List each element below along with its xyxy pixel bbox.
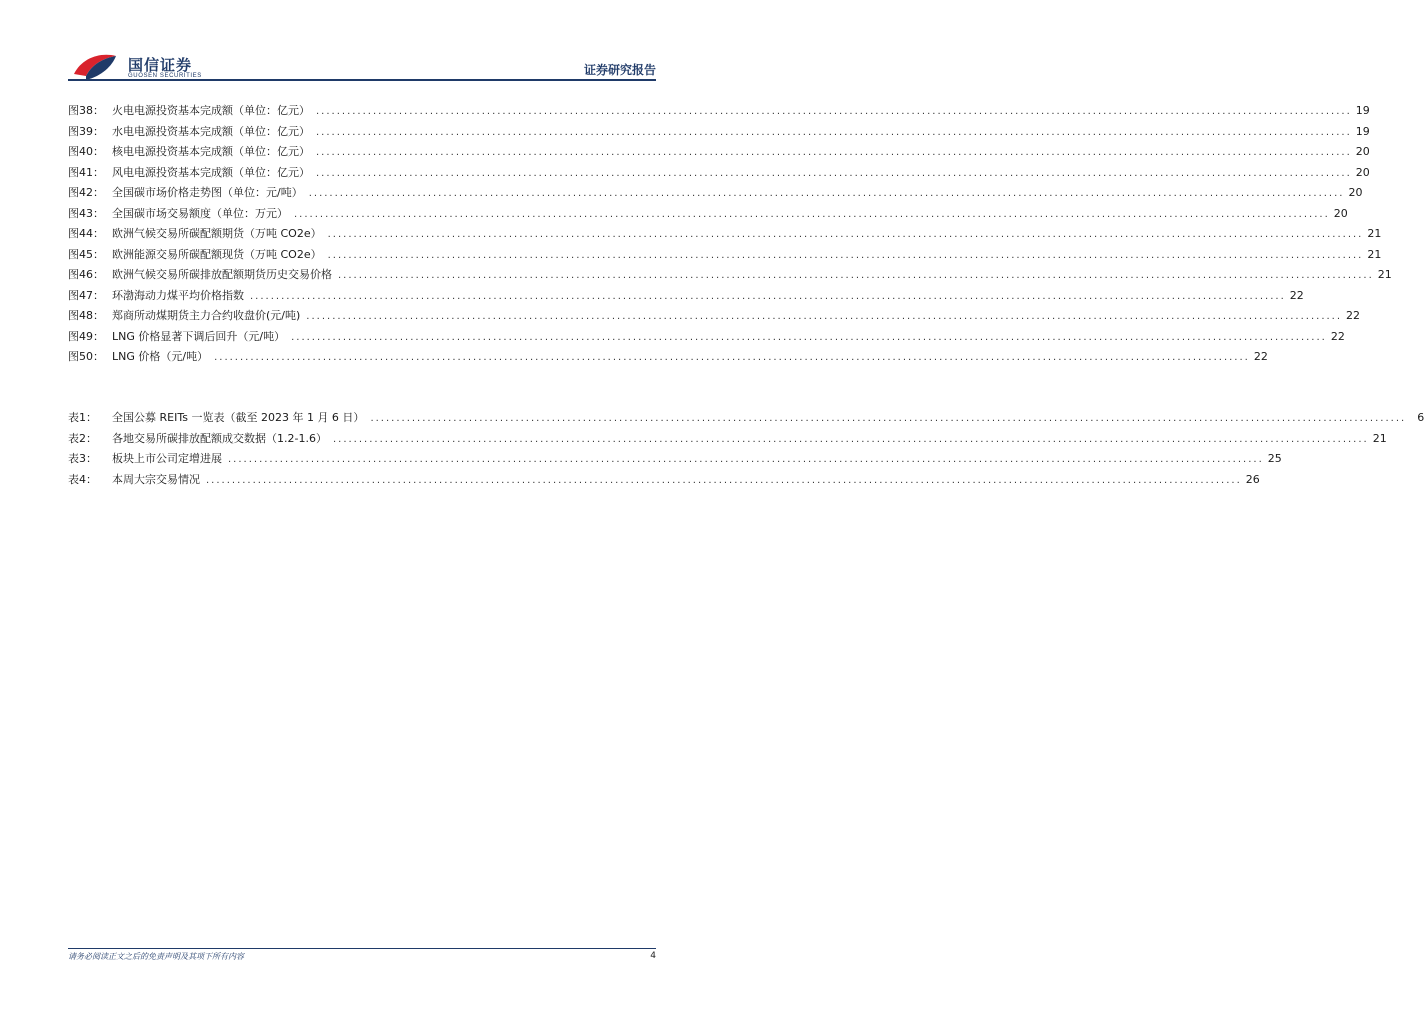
figure-list	[68, 102, 1392, 369]
toc-entry-page: 19	[1355, 124, 1370, 138]
toc-entry-page: 20	[1348, 186, 1363, 199]
toc-dot-leader: ........................................................................................................................................................................................................	[206, 474, 1242, 486]
toc-entry[interactable]	[68, 184, 1363, 205]
toc-entry[interactable]	[68, 266, 1392, 287]
toc-entry-number: 图40：	[68, 145, 104, 158]
toc-dot-leader: ........................................................................................................................................................................................................	[338, 270, 1374, 281]
toc-entry[interactable]	[68, 430, 1387, 451]
toc-entry-page: 20	[1333, 206, 1348, 220]
toc-dot-leader: ........................................................................................................................................................................................................	[306, 311, 1343, 322]
toc-entry-title: 核电电源投资基本完成额（单位：亿元）	[112, 145, 310, 158]
toc-entry-page: 26	[1245, 472, 1260, 486]
page-header	[0, 0, 724, 84]
toc-entry-number: 图43：	[68, 206, 104, 220]
guosen-logo-icon	[72, 52, 124, 82]
toc-entry-title: 欧洲气候交易所碳排放配额期货历史交易价格	[112, 268, 332, 281]
logo-text-en: GUOSEN SECURITIES	[128, 73, 202, 79]
toc-entry-page: 22	[1253, 350, 1268, 363]
toc-entry-title: 全国碳市场价格走势图（单位：元/吨）	[112, 186, 303, 199]
toc-dot-leader: ........................................................................................................................................................................................................	[316, 147, 1352, 158]
toc-entry-title: LNG 价格显著下调后回升（元/吨）	[112, 329, 286, 343]
toc-dot-leader: ........................................................................................................................................................................................................	[294, 208, 1330, 220]
toc-entry-page: 20	[1355, 165, 1370, 179]
toc-entry-number: 表4：	[68, 472, 97, 486]
toc-dot-leader: ........................................................................................................................................................................................................	[327, 229, 1364, 240]
header-divider	[68, 79, 656, 81]
toc-dot-leader: ........................................................................................................................................................................................................	[308, 188, 1345, 199]
toc-entry-number: 图48：	[68, 309, 104, 322]
toc-entry-number: 图46：	[68, 268, 104, 281]
toc-entry[interactable]	[68, 328, 1345, 349]
toc-entry-number: 图50：	[68, 350, 104, 363]
toc-dot-leader: ........................................................................................................................................................................................................	[332, 433, 1369, 445]
toc-entry-page: 21	[1377, 268, 1392, 281]
toc-entry-number: 表2：	[68, 431, 97, 445]
toc-entry-title: 环渤海动力煤平均价格指数	[112, 288, 244, 302]
toc-entry[interactable]	[68, 225, 1382, 246]
report-type-label: 证券研究报告	[583, 63, 656, 77]
toc-dot-leader: ........................................................................................................................................................................................................	[316, 106, 1352, 117]
toc-entry-number: 图45：	[68, 247, 104, 261]
toc-entry-page: 22	[1346, 309, 1361, 322]
footer-divider	[68, 948, 656, 949]
toc-dot-leader: ........................................................................................................................................................................................................	[370, 413, 1407, 424]
toc-dot-leader: ........................................................................................................................................................................................................	[327, 249, 1364, 261]
toc-entry-title: 火电电源投资基本完成额（单位：亿元）	[112, 104, 310, 117]
toc-dot-leader: ........................................................................................................................................................................................................	[316, 167, 1352, 179]
toc-entry-number: 图44：	[68, 227, 104, 240]
toc-entry[interactable]	[68, 123, 1370, 144]
toc-entry-number: 表1：	[68, 411, 97, 424]
toc-entry[interactable]	[68, 102, 1370, 123]
toc-entry-page: 22	[1289, 288, 1304, 302]
toc-entry-title: 各地交易所碳排放配额成交数据（1.2-1.6）	[112, 431, 327, 445]
toc-entry[interactable]	[68, 246, 1382, 267]
toc-entry-page: 25	[1267, 452, 1282, 465]
toc-entry-number: 表3：	[68, 452, 97, 465]
toc-entry[interactable]	[68, 348, 1268, 369]
toc-entry-title: 欧洲能源交易所碳配额现货（万吨 CO2e）	[112, 247, 322, 261]
toc-entry-title: 风电电源投资基本完成额（单位：亿元）	[112, 165, 310, 179]
toc-entry-page: 22	[1330, 329, 1345, 343]
page-number: 4	[650, 951, 656, 961]
toc-entry-page: 6	[1417, 411, 1424, 424]
toc-entry-title: 本周大宗交易情况	[112, 472, 200, 486]
footer-disclaimer: 请务必阅读正文之后的免责声明及其项下所有内容	[68, 952, 244, 961]
toc-entry[interactable]	[68, 409, 1424, 430]
toc-entry-number: 图38：	[68, 104, 104, 117]
toc-dot-leader: ........................................................................................................................................................................................................	[291, 331, 1327, 343]
toc-entry-title: 欧洲气候交易所碳配额期货（万吨 CO2e）	[112, 227, 322, 240]
toc-entry-number: 图42：	[68, 186, 104, 199]
toc-entry[interactable]	[68, 143, 1370, 164]
toc-entry-title: 全国碳市场交易额度（单位：万元）	[112, 206, 288, 220]
toc-entry[interactable]	[68, 471, 1260, 492]
toc-dot-leader: ........................................................................................................................................................................................................	[316, 126, 1352, 138]
toc-entry[interactable]	[68, 205, 1348, 226]
toc-entry-number: 图49：	[68, 329, 104, 343]
toc-dot-leader: ........................................................................................................................................................................................................	[214, 352, 1250, 363]
toc-entry-title: 水电电源投资基本完成额（单位：亿元）	[112, 124, 310, 138]
logo-text-cn: 国信证券	[128, 56, 193, 74]
toc-entry-page: 21	[1372, 431, 1387, 445]
toc-entry-page: 20	[1355, 145, 1370, 158]
toc-entry-page: 19	[1355, 104, 1370, 117]
toc-entry-title: 郑商所动煤期货主力合约收盘价(元/吨)	[112, 309, 301, 322]
toc-entry[interactable]	[68, 450, 1282, 471]
toc-dot-leader: ........................................................................................................................................................................................................	[228, 454, 1264, 465]
toc-entry-page: 21	[1367, 247, 1382, 261]
toc-entry-number: 图39：	[68, 124, 104, 138]
toc-entry[interactable]	[68, 164, 1370, 185]
toc-entry-number: 图47：	[68, 288, 104, 302]
toc-entry-title: LNG 价格（元/吨）	[112, 350, 209, 363]
table-list	[68, 409, 1424, 491]
toc-entry[interactable]	[68, 287, 1304, 308]
toc-entry[interactable]	[68, 307, 1361, 328]
toc-entry-title: 全国公募 REITs 一览表（截至 2023 年 1 月 6 日）	[112, 411, 365, 424]
toc-dot-leader: ........................................................................................................................................................................................................	[250, 290, 1286, 302]
toc-entry-page: 21	[1367, 227, 1382, 240]
toc-entry-title: 板块上市公司定增进展	[112, 452, 222, 465]
toc-entry-number: 图41：	[68, 165, 104, 179]
